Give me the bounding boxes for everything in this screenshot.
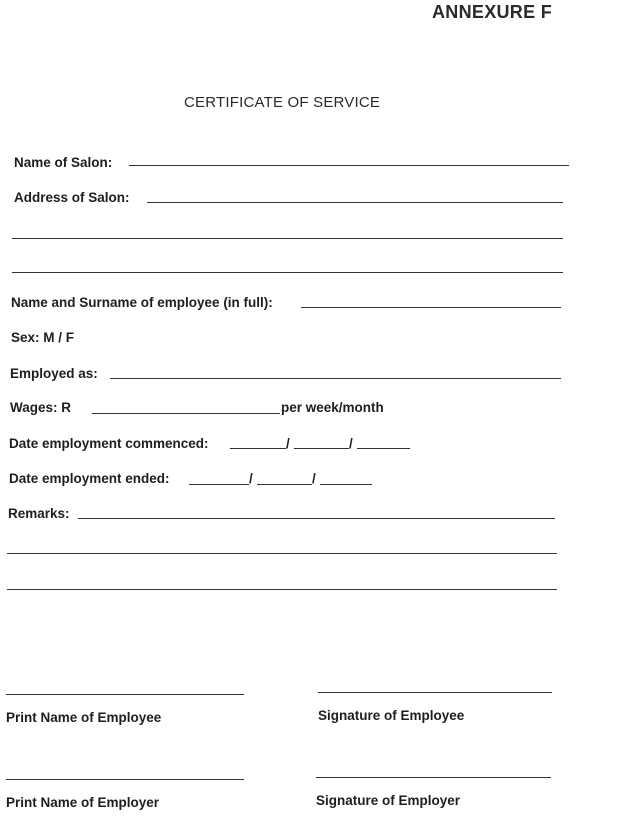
remarks-label: Remarks: — [8, 506, 70, 521]
wages-label: Wages: R — [10, 400, 72, 415]
employed-as-label: Employed as: — [10, 366, 98, 381]
salon-name-label: Name of Salon: — [14, 155, 113, 170]
date-commenced-year-line[interactable] — [357, 448, 410, 449]
date-commenced-label: Date employment commenced: — [9, 436, 209, 451]
employed-as-line[interactable] — [110, 378, 561, 379]
salon-address-line-2[interactable] — [12, 238, 563, 239]
sign-employer-line[interactable] — [316, 777, 551, 778]
remarks-line-1[interactable] — [78, 518, 555, 519]
print-employee-line[interactable] — [6, 694, 244, 695]
date-ended-separator-1: / — [249, 471, 253, 486]
date-ended-day-line[interactable] — [189, 484, 249, 485]
wages-period-label: per week/month — [281, 400, 384, 415]
employee-name-line[interactable] — [301, 307, 561, 308]
print-employer-label: Print Name of Employer — [6, 795, 160, 810]
salon-name-line[interactable] — [129, 165, 569, 166]
sex-label: Sex: M / F — [11, 330, 75, 345]
print-employer-line[interactable] — [6, 779, 244, 780]
salon-address-label: Address of Salon: — [14, 190, 130, 205]
remarks-line-2[interactable] — [7, 553, 557, 554]
employee-name-label: Name and Surname of employee (in full): — [11, 295, 273, 310]
date-commenced-separator-1: / — [286, 436, 290, 451]
date-commenced-separator-2: / — [349, 436, 353, 451]
date-ended-label: Date employment ended: — [9, 471, 170, 486]
salon-address-line-3[interactable] — [12, 272, 563, 273]
salon-address-line-1[interactable] — [147, 202, 563, 203]
wages-amount-line[interactable] — [92, 413, 280, 414]
date-ended-year-line[interactable] — [320, 484, 372, 485]
annexure-label: ANNEXURE F — [432, 2, 553, 22]
sign-employee-line[interactable] — [318, 692, 552, 693]
date-commenced-month-line[interactable] — [294, 448, 349, 449]
date-ended-separator-2: / — [312, 471, 316, 486]
print-employee-label: Print Name of Employee — [6, 710, 162, 725]
sign-employee-label: Signature of Employee — [318, 708, 465, 723]
remarks-line-3[interactable] — [7, 589, 557, 590]
sign-employer-label: Signature of Employer — [316, 793, 461, 808]
date-ended-month-line[interactable] — [257, 484, 312, 485]
page-title: CERTIFICATE OF SERVICE — [184, 94, 381, 111]
date-commenced-day-line[interactable] — [230, 448, 286, 449]
